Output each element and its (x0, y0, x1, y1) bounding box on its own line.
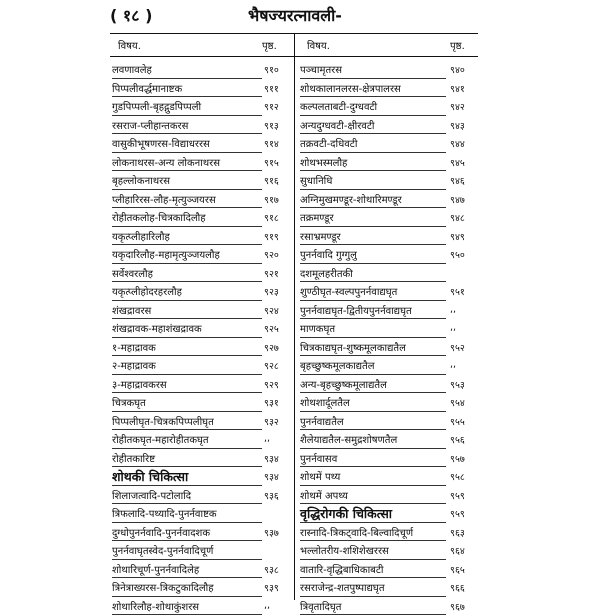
entry-underline (112, 207, 262, 208)
entry-page-number: ९५५ (450, 415, 465, 428)
entry-underline (112, 392, 262, 393)
entry-underline (112, 429, 262, 430)
entry-underline (300, 189, 446, 190)
entry-page-number: ९३४ (264, 452, 279, 465)
index-entry (112, 302, 294, 321)
entry-name: रोहीतकघृत-महारोहीतकघृत (112, 432, 209, 446)
entry-underline (300, 170, 446, 171)
entry-underline (112, 596, 262, 597)
entry-name: गुडपिप्पली-बृहद्गुडपिप्पली (112, 99, 201, 113)
entry-underline (112, 244, 262, 245)
left-page-heading: पृष्ठ. (262, 38, 277, 52)
index-entry (112, 579, 294, 598)
index-entry (112, 450, 294, 469)
entry-underline (300, 596, 446, 597)
index-entry (300, 246, 480, 265)
entry-page-number: ९५९ (450, 507, 465, 520)
entry-page-number: ९५९ (450, 489, 465, 502)
entry-name: १-महाद्रावक (112, 340, 156, 354)
entry-name: शोथकालानलरस-क्षेत्रपालरस (300, 81, 401, 95)
index-entry (112, 376, 294, 395)
entry-page-number: ९५८ (450, 470, 465, 483)
index-entry (112, 320, 294, 339)
index-entry (112, 135, 294, 154)
entry-page-number: ९३६ (264, 489, 279, 502)
entry-underline (112, 411, 262, 412)
entry-underline (300, 300, 446, 301)
index-entry (300, 302, 480, 321)
index-entry (112, 561, 294, 580)
entry-underline (300, 133, 446, 134)
entry-underline (112, 96, 262, 97)
entry-underline (300, 522, 446, 523)
index-entry (300, 561, 480, 580)
index-entry (300, 209, 480, 228)
entry-page-number: ९४३ (450, 119, 465, 132)
entry-name: पुनर्नवाघृतस्वेद-पुनर्नवादिचूर्ण (112, 543, 213, 557)
index-entry (300, 542, 480, 561)
index-entry (300, 339, 480, 358)
entry-underline (112, 466, 262, 467)
entry-page-number: ९४६ (450, 174, 465, 187)
entry-page-number: ९१२ (264, 100, 279, 113)
entry-underline (112, 189, 262, 190)
page-header (110, 4, 570, 28)
entry-underline (300, 429, 446, 430)
entry-name: पिप्पलीघृत-चित्रकपिप्पलीघृत (112, 414, 214, 428)
entry-underline (300, 96, 446, 97)
entry-underline (112, 78, 262, 79)
entry-name: पिप्पलीवर्द्धमानाष्टक (112, 81, 182, 95)
entry-underline (300, 355, 446, 356)
left-index-column (112, 61, 294, 616)
entry-page-number: ९६५ (450, 563, 465, 576)
entry-underline (300, 392, 446, 393)
index-entry (300, 265, 480, 284)
section-heading: वृद्धिरोगकी चिकित्सा (300, 505, 392, 522)
entry-page-number: ९३८ (264, 563, 279, 576)
entry-underline (300, 559, 446, 560)
entry-name: रसराजेन्द्र-शतपुष्पाद्यघृत (300, 580, 385, 594)
index-entry (112, 394, 294, 413)
entry-underline (112, 577, 262, 578)
index-entry (300, 431, 480, 450)
entry-underline (300, 152, 446, 153)
entry-underline (112, 300, 262, 301)
index-entry (112, 117, 294, 136)
entry-name: रोहीतकलोह-चित्रकादिलौह (112, 210, 206, 224)
index-entry (112, 246, 294, 265)
index-entry (112, 487, 294, 506)
entry-page-number: ९६४ (450, 544, 465, 557)
index-entry (300, 61, 480, 80)
entry-underline (300, 577, 446, 578)
entry-page-number: ,, (264, 433, 270, 444)
index-entry (300, 191, 480, 210)
index-entry (300, 487, 480, 506)
entry-name: त्रिनेत्राख्यरस-त्रिकटुकादिलौह (112, 580, 214, 594)
entry-underline (112, 448, 262, 449)
index-entry (300, 376, 480, 395)
entry-underline (300, 411, 446, 412)
right-subject-heading: विषय. (307, 38, 330, 52)
entry-name: तक्रमण्डूर (300, 210, 334, 224)
index-entry (300, 135, 480, 154)
entry-page-number: ९४७ (450, 193, 465, 206)
index-entry (112, 61, 294, 80)
entry-underline (300, 337, 446, 338)
entry-name: पुनर्नवादि गुग्गुलु (300, 247, 357, 261)
entry-name: रोहीतकारिष्ट (112, 451, 155, 465)
entry-page-number: ९२९ (264, 378, 279, 391)
entry-name: शिलाजत्वादि-पटोलादि (112, 488, 191, 502)
entry-underline (112, 226, 262, 227)
entry-page-number: ९१० (264, 63, 279, 76)
entry-underline (112, 540, 262, 541)
index-entry (112, 209, 294, 228)
entry-page-number: ९१५ (264, 156, 279, 169)
entry-underline (112, 115, 262, 116)
entry-page-number: ९३९ (264, 581, 279, 594)
entry-page-number: ९२४ (264, 304, 279, 317)
index-entry (112, 505, 294, 524)
entry-name: वातारि-वृद्धिबाधिकाबटी (300, 562, 384, 576)
entry-page-number: ९४५ (450, 156, 465, 169)
entry-page-number: ९२५ (264, 322, 279, 335)
entry-underline (112, 281, 262, 282)
entry-underline (300, 503, 446, 504)
entry-underline (112, 263, 262, 264)
index-entry (300, 172, 480, 191)
entry-name: यकृत्प्लीहारिलौह (112, 229, 170, 243)
entry-name: अग्निमुखमण्डूर-शोथारिमण्डूर (300, 192, 402, 206)
entry-page-number: ९२७ (264, 341, 279, 354)
right-index-column (300, 61, 480, 616)
entry-underline (112, 355, 262, 356)
entry-name: भल्लोतरीय-शशिशेखररस (300, 543, 389, 557)
entry-underline (112, 374, 262, 375)
index-entry (112, 154, 294, 173)
entry-name: त्रिफलादि-पथ्यादि-पुनर्नवाष्टक (112, 506, 217, 520)
entry-page-number: ९११ (264, 82, 279, 95)
entry-underline (112, 337, 262, 338)
index-entry (112, 98, 294, 117)
entry-name: ३-महाद्रावकरस (112, 377, 167, 391)
entry-underline (112, 318, 262, 319)
entry-underline (112, 614, 262, 615)
entry-page-number: ९५७ (450, 452, 465, 465)
entry-underline (300, 466, 446, 467)
index-entry (300, 98, 480, 117)
entry-page-number: ९२१ (264, 267, 279, 280)
entry-underline (300, 115, 446, 116)
entry-name: शोथभस्मलौह (300, 155, 347, 169)
index-entry (300, 320, 480, 339)
entry-underline (300, 281, 446, 282)
entry-name: प्लीहारिरस-लौह-मृत्युञ्जयरस (112, 192, 216, 206)
entry-page-number: ९४१ (450, 82, 465, 95)
entry-name: अन्यदुग्धवटी-क्षीरवटी (300, 118, 375, 132)
entry-name: कल्पलताबटी-दुग्धवटी (300, 99, 377, 113)
entry-name: शोथशार्दूलतैल (300, 395, 350, 409)
entry-name: लोकनाथरस-अन्य लोकनाथरस (112, 155, 220, 169)
index-entry (112, 524, 294, 543)
entry-page-number: ९५६ (450, 433, 465, 446)
entry-name: रसराज-प्लीहान्तकरस (112, 118, 188, 132)
index-entry (112, 339, 294, 358)
index-entry (300, 579, 480, 598)
section-heading-row (112, 468, 294, 487)
entry-name: शैलेयाद्यतैल-समुद्रशोषणतैल (300, 432, 397, 446)
entry-name: त्रिवृतादिघृत (300, 599, 341, 613)
entry-name: यकृदारिलौह-महामृत्युञ्जयलौह (112, 247, 220, 261)
entry-page-number: ,, (264, 600, 270, 611)
entry-page-number: ९४० (450, 63, 465, 76)
index-entry (300, 413, 480, 432)
entry-page-number: ९६७ (450, 600, 465, 613)
entry-underline (112, 485, 262, 486)
entry-page-number: ९६६ (450, 581, 465, 594)
entry-name: अन्य-बृहच्छुष्कमूलाद्यतैल (300, 377, 387, 391)
entry-name: शोथमें अपथ्य (300, 488, 348, 502)
entry-name: शंखद्रावरस (112, 303, 151, 317)
entry-underline (300, 263, 446, 264)
entry-underline (112, 152, 262, 153)
entry-page-number: ९१६ (264, 174, 279, 187)
entry-underline (300, 614, 446, 615)
entry-page-number: ,, (450, 359, 456, 370)
index-entry (112, 265, 294, 284)
page-number: ( १८ ) (110, 4, 152, 26)
entry-name: दुग्धोपुनर्नवादि-पुनर्नवादशक (112, 525, 210, 539)
right-page-heading: पृष्ठ. (450, 38, 465, 52)
entry-page-number: ९५० (450, 248, 465, 261)
left-subject-heading: विषय. (118, 38, 141, 52)
index-entry (112, 80, 294, 99)
entry-name: वासुकीभूषणरस-विद्याधररस (112, 136, 210, 150)
entry-page-number: ९२८ (264, 359, 279, 372)
entry-name: लवणावलेह (112, 62, 152, 76)
entry-name: चित्रकघृत (112, 395, 146, 409)
index-entry (300, 80, 480, 99)
entry-underline (300, 540, 446, 541)
entry-underline (112, 170, 262, 171)
entry-underline (112, 133, 262, 134)
entry-name: रास्नादि-त्रिकट्वादि-बिल्वादिचूर्ण (300, 525, 413, 539)
running-title: भैषज्यरत्नावली- (248, 4, 342, 26)
entry-underline (300, 78, 446, 79)
entry-underline (112, 522, 262, 523)
entry-name: शंखद्रावक-महाशंखद्रावक (112, 321, 202, 335)
index-entry (300, 117, 480, 136)
entry-underline (300, 318, 446, 319)
entry-underline (300, 374, 446, 375)
entry-page-number: ९१३ (264, 119, 279, 132)
entry-underline (112, 559, 262, 560)
entry-name: बृहच्छुष्कमूलकाद्यतैल (300, 358, 375, 372)
entry-name: २-महाद्रावक (112, 358, 156, 372)
entry-page-number: ९३२ (264, 415, 279, 428)
entry-page-number: ९३७ (264, 526, 279, 539)
entry-name: माणकघृत (300, 321, 335, 335)
index-entry (112, 172, 294, 191)
entry-name: सुधानिधि (300, 173, 332, 187)
entry-underline (300, 244, 446, 245)
entry-name: यकृत्प्लीहोदरहरलौह (112, 284, 182, 298)
entry-underline (112, 503, 262, 504)
entry-name: रसाभ्रमण्डूर (300, 229, 341, 243)
entry-underline (300, 448, 446, 449)
index-entry (300, 524, 480, 543)
section-heading-row (300, 505, 480, 524)
entry-name: शोथारिचूर्ण-पुनर्नवादिलेह (112, 562, 199, 576)
entry-name: दशमूलहरीतकी (300, 266, 353, 280)
entry-name: पुनर्नवाद्यघृत-द्वितीयपुनर्नवाद्यघृत (300, 303, 412, 317)
entry-page-number: ९५४ (450, 396, 465, 409)
section-heading: शोथकी चिकित्सा (112, 468, 188, 485)
index-entry (300, 283, 480, 302)
index-entry (112, 191, 294, 210)
entry-page-number: ९५३ (450, 378, 465, 391)
index-entry (112, 431, 294, 450)
column-divider (294, 34, 295, 600)
entry-page-number: ९३१ (264, 396, 279, 409)
entry-page-number: ९४४ (450, 137, 465, 150)
entry-page-number: ९१८ (264, 211, 279, 224)
entry-name: शोथारिलौह-शोथाकुंशरस (112, 599, 199, 613)
entry-name: शोथमें पथ्य (300, 469, 340, 483)
entry-page-number: ९३४ (264, 470, 279, 483)
index-entry (112, 283, 294, 302)
entry-page-number: ९२३ (264, 285, 279, 298)
index-entry (300, 357, 480, 376)
entry-name: पुनर्नवाद्यतैल (300, 414, 344, 428)
index-entry (112, 228, 294, 247)
entry-page-number: ,, (450, 322, 456, 333)
entry-underline (300, 226, 446, 227)
index-entry (300, 228, 480, 247)
entry-page-number: ९४८ (450, 211, 465, 224)
entry-page-number: ९४२ (450, 100, 465, 113)
index-entry (112, 357, 294, 376)
index-entry (300, 598, 480, 616)
entry-page-number: ९६३ (450, 526, 465, 539)
entry-underline (300, 485, 446, 486)
entry-name: चित्रकाद्यघृत-शुष्कमूलकाद्यतैल (300, 340, 406, 354)
entry-underline (300, 207, 446, 208)
entry-page-number: ९१४ (264, 137, 279, 150)
index-entry (300, 154, 480, 173)
index-entry (112, 413, 294, 432)
entry-page-number: ९२० (264, 248, 279, 261)
entry-page-number: ९५१ (450, 285, 465, 298)
entry-name: सर्वेश्वरलौह (112, 266, 153, 280)
entry-page-number: ९१९ (264, 230, 279, 243)
entry-name: बृहल्लोकनाथरस (112, 173, 170, 187)
index-entry (112, 598, 294, 616)
entry-name: तक्रवटी-दधिवटी (300, 136, 357, 150)
entry-name: शुण्ठीघृत-स्वल्पपुनर्नवाद्यघृत (300, 284, 397, 298)
index-entry (300, 468, 480, 487)
entry-name: पञ्चामृतरस (300, 62, 342, 76)
entry-page-number: ९५२ (450, 341, 465, 354)
entry-page-number: ९४९ (450, 230, 465, 243)
entry-name: पुनर्नवासव (300, 451, 337, 465)
index-entry (112, 542, 294, 561)
entry-page-number: ,, (450, 304, 456, 315)
entry-page-number: ९१७ (264, 193, 279, 206)
index-entry (300, 450, 480, 469)
index-entry (300, 394, 480, 413)
